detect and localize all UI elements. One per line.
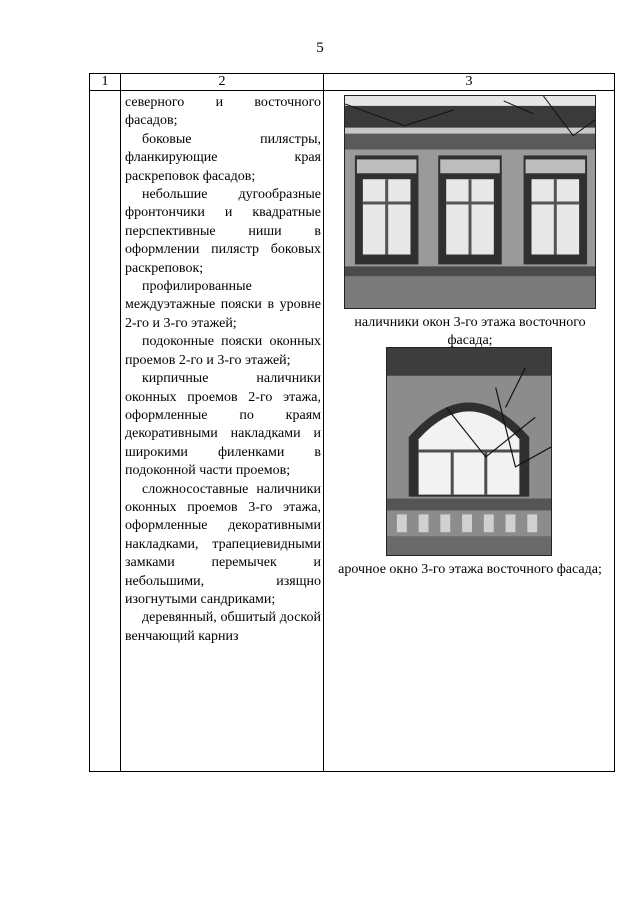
content-table bbox=[89, 73, 615, 772]
facade-windows-photo bbox=[344, 95, 596, 309]
header-col-2: 2 bbox=[218, 74, 226, 89]
feature-item: небольшие дугообразные фронтончики и квадратные перспективные ниши в оформлении пилястр боковых раскреповок; bbox=[125, 187, 321, 276]
feature-item: профилированные междуэтажные пояски в уровне 2-го и 3-го этажей; bbox=[125, 279, 321, 331]
feature-item: боковые пилястры, фланкирующие края раскреповок фасадов; bbox=[125, 131, 321, 184]
column-divider bbox=[323, 74, 324, 771]
page-number: 5 bbox=[316, 40, 324, 56]
arched-window-photo bbox=[386, 347, 552, 556]
feature-item: сложносоставные наличники оконных проемов 3-го этажа, оформленные декоративными накладками, трапециевидными замками перемычек и небольшими, изящно изогнутыми сандриками; bbox=[125, 481, 321, 607]
feature-item: северного и восточного фасадов; bbox=[125, 95, 321, 129]
photo-caption: наличники окон 3-го этажа восточного фасада; bbox=[354, 315, 586, 348]
feature-item: деревянный, обшитый доской венчающий карниз bbox=[125, 610, 321, 644]
header-col-3: 3 bbox=[465, 74, 473, 89]
photo-caption: арочное окно 3-го этажа восточного фасада; bbox=[338, 562, 602, 577]
header-divider bbox=[90, 90, 614, 91]
header-col-1: 1 bbox=[101, 74, 109, 89]
feature-item: кирпичные наличники оконных проемов 2-го этажа, оформленные по краям декоративными накладками и широкими филенками в подоконной части проемов; bbox=[125, 371, 321, 479]
features-list bbox=[125, 94, 321, 646]
column-divider bbox=[120, 74, 121, 771]
feature-item: подоконные пояски оконных проемов 2-го и 3-го этажей; bbox=[125, 334, 321, 368]
